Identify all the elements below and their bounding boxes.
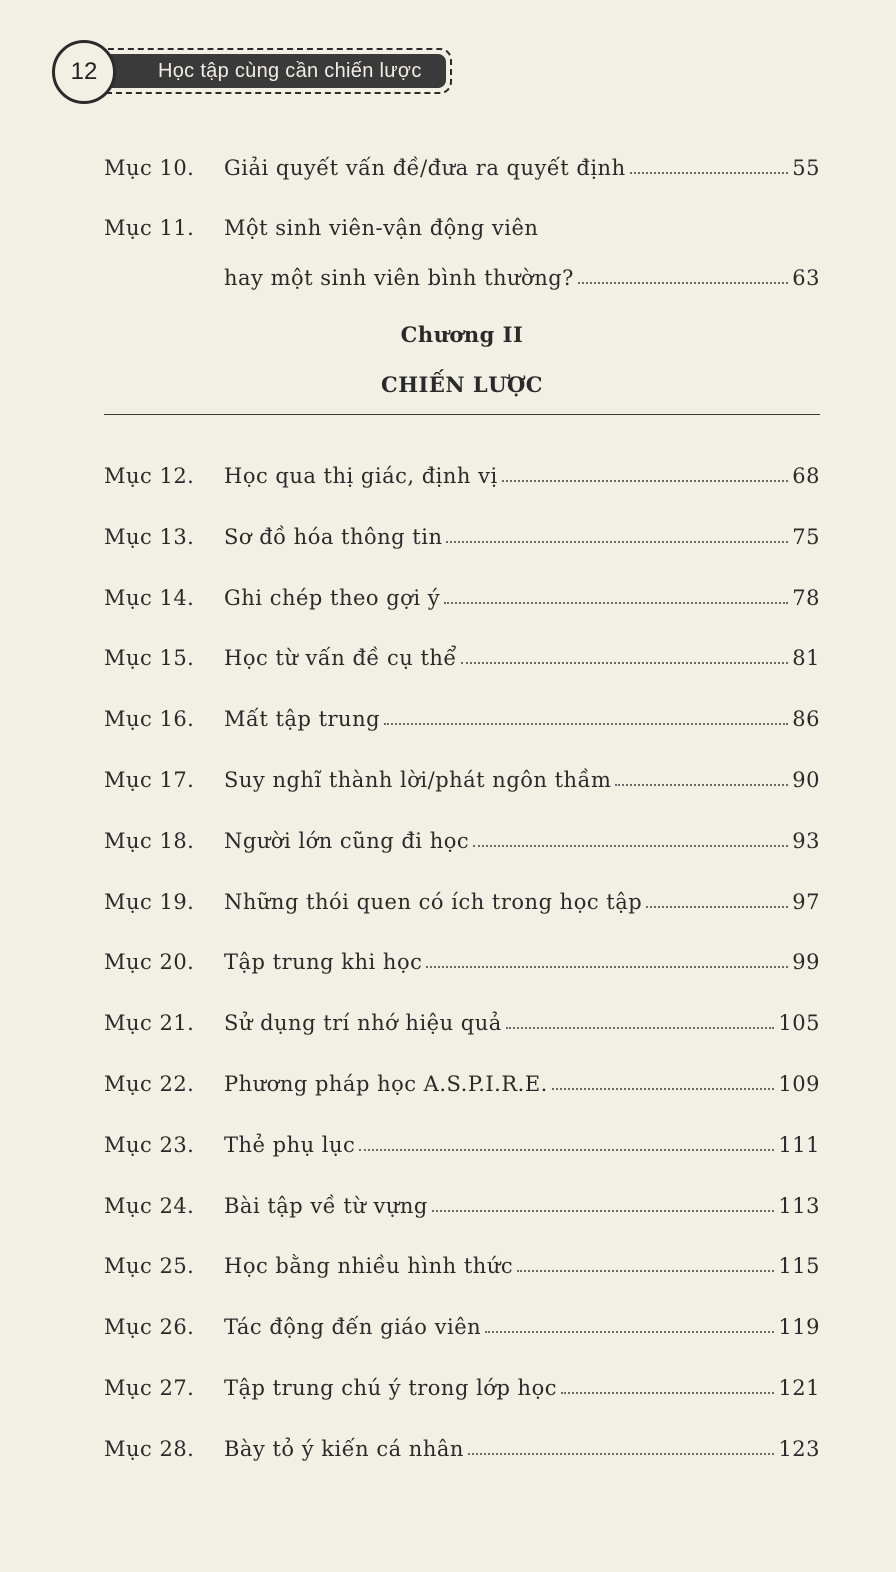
toc-entry[interactable] xyxy=(104,1303,820,1339)
entry-page: 81 xyxy=(792,646,820,671)
entry-page: 109 xyxy=(778,1072,820,1096)
running-header xyxy=(52,40,462,104)
entry-page: 55 xyxy=(792,156,820,180)
entry-title: Ghi chép theo gợi ý xyxy=(224,585,441,610)
toc-entry[interactable] xyxy=(104,878,820,914)
dot-leader xyxy=(615,783,788,786)
entry-page: 93 xyxy=(792,828,820,853)
toc-entry[interactable] xyxy=(104,1121,820,1157)
entry-page: 121 xyxy=(778,1376,820,1400)
entry-page: 119 xyxy=(778,1315,820,1340)
toc-entry[interactable] xyxy=(104,938,820,974)
entry-number: Mục 20. xyxy=(104,950,195,975)
toc-entry[interactable] xyxy=(104,1364,820,1400)
entry-page: 86 xyxy=(792,707,820,732)
toc-entry[interactable] xyxy=(104,144,820,180)
toc-entry[interactable] xyxy=(104,817,820,853)
toc-entry[interactable] xyxy=(104,1425,820,1461)
chapter-label: Chương II xyxy=(400,322,524,347)
running-title: Học tập cùng cần chiến lược xyxy=(92,54,446,88)
dot-leader xyxy=(502,479,789,482)
entry-number: Mục 18. xyxy=(104,828,195,853)
page-number: 12 xyxy=(52,40,116,104)
entry-number: Mục 14. xyxy=(104,585,195,610)
entry-title: Thẻ phụ lục xyxy=(224,1132,356,1157)
dot-leader xyxy=(630,171,789,174)
entry-page: 63 xyxy=(792,266,820,290)
dot-leader xyxy=(646,905,788,908)
toc-entry[interactable] xyxy=(104,1182,820,1218)
dot-leader xyxy=(468,1452,775,1455)
chapter-title: CHIẾN LƯỢC xyxy=(381,372,543,397)
entry-number: Mục 25. xyxy=(104,1254,195,1279)
dot-leader xyxy=(426,965,788,968)
toc-entry[interactable] xyxy=(104,634,820,670)
dot-leader xyxy=(446,540,788,543)
entry-number: Mục 23. xyxy=(104,1132,195,1157)
entry-number: Mục 10. xyxy=(104,156,195,180)
dot-leader xyxy=(552,1087,775,1090)
header-banner xyxy=(86,48,452,94)
entry-page: 105 xyxy=(778,1011,820,1036)
entry-title: Tập trung khi học xyxy=(224,950,423,975)
dot-leader xyxy=(517,1269,774,1272)
toc-entry[interactable] xyxy=(104,1060,820,1096)
entry-title: Tập trung chú ý trong lớp học xyxy=(224,1376,557,1400)
entry-number: Mục 12. xyxy=(104,464,195,488)
dot-leader xyxy=(485,1330,774,1333)
entry-title: Phương pháp học A.S.P.I.R.E. xyxy=(224,1072,548,1096)
toc-entry[interactable] xyxy=(104,574,820,610)
entry-title: Học từ vấn đề cụ thể xyxy=(224,646,457,671)
dot-leader xyxy=(473,844,788,847)
entry-number: Mục 11. xyxy=(104,216,195,240)
entry-number: Mục 19. xyxy=(104,889,195,914)
entry-title: Suy nghĩ thành lời/phát ngôn thầm xyxy=(224,768,612,792)
toc-entry[interactable] xyxy=(104,695,820,731)
entry-title: Mất tập trung xyxy=(224,707,381,732)
entry-number: Mục 26. xyxy=(104,1315,195,1340)
entry-number: Mục 28. xyxy=(104,1436,195,1461)
entry-title: Bày tỏ ý kiến cá nhân xyxy=(224,1436,464,1461)
entry-title: Sử dụng trí nhớ hiệu quả xyxy=(224,1011,502,1036)
entry-page: 99 xyxy=(792,950,820,975)
toc-entry-line1[interactable] xyxy=(104,204,820,240)
entry-title: Sơ đồ hóa thông tin xyxy=(224,524,443,549)
entry-number: Mục 27. xyxy=(104,1376,195,1400)
entry-number: Mục 17. xyxy=(104,768,195,792)
entry-page: 68 xyxy=(792,464,820,488)
entry-title: Học bằng nhiều hình thức xyxy=(224,1254,514,1279)
entry-page: 90 xyxy=(792,768,820,792)
dot-leader xyxy=(578,281,788,284)
toc-entry-line2[interactable] xyxy=(104,254,820,290)
dot-leader xyxy=(561,1391,774,1394)
entry-page: 111 xyxy=(778,1132,820,1157)
entry-page: 78 xyxy=(792,585,820,610)
dot-leader xyxy=(384,722,788,725)
entry-page: 113 xyxy=(778,1193,820,1218)
entry-number: Mục 21. xyxy=(104,1011,195,1036)
dot-leader xyxy=(444,601,788,604)
entry-number: Mục 13. xyxy=(104,524,195,549)
entry-number: Mục 22. xyxy=(104,1072,195,1096)
entry-number: Mục 24. xyxy=(104,1193,195,1218)
entry-number: Mục 16. xyxy=(104,707,195,732)
entry-page: 75 xyxy=(792,524,820,549)
entry-title: Những thói quen có ích trong học tập xyxy=(224,889,643,914)
toc-entry[interactable] xyxy=(104,1242,820,1278)
dot-leader xyxy=(506,1026,775,1029)
dot-leader xyxy=(461,661,788,664)
entry-page: 115 xyxy=(778,1254,820,1279)
toc-entry[interactable] xyxy=(104,452,820,488)
toc-entry[interactable] xyxy=(104,999,820,1035)
toc-entry[interactable] xyxy=(104,513,820,549)
dot-leader xyxy=(432,1209,775,1212)
toc-entry[interactable] xyxy=(104,756,820,792)
entry-number: Mục 15. xyxy=(104,646,195,671)
entry-title: Bài tập về từ vựng xyxy=(224,1193,428,1218)
entry-page: 123 xyxy=(778,1436,820,1461)
dot-leader xyxy=(359,1148,774,1151)
entry-title: Giải quyết vấn đề/đưa ra quyết định xyxy=(224,156,626,180)
chapter-rule xyxy=(104,414,820,415)
entry-title-cont: hay một sinh viên bình thường? xyxy=(224,266,574,290)
entry-page: 97 xyxy=(792,889,820,914)
entry-title: Học qua thị giác, định vị xyxy=(224,464,498,488)
entry-title: Tác động đến giáo viên xyxy=(224,1315,482,1340)
entry-title: Người lớn cũng đi học xyxy=(224,828,470,853)
entry-title: Một sinh viên-vận động viên xyxy=(224,216,539,240)
